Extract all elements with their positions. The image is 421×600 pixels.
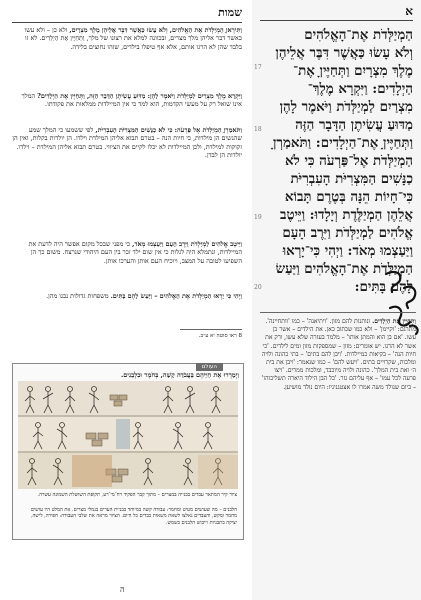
torah-verse-text [258,26,413,296]
commentary-paragraph-1 [12,26,242,51]
verse-number: 20 [254,284,262,291]
verse-line: מִצְרַיִם לַמְיַלְּדֹת וַיֹּאמֶר לָהֶן [279,99,413,115]
footnote-rule [180,329,242,330]
paragraph-lead: וַתִּירֶאןָ הַמְיַלְּדֹת אֶת הָאֱלֹהִים, וְלֹא עָשׂוּ כַּאֲשֶׁר דִּבֶּר אֲלֵיהֶן מֶלֶךְ מִצְרָיִם, [69,26,242,34]
verse-line: כַנָּשִׁים הַמִּצְרִיֹּת הָעִבְרִיֹּת [290,171,413,187]
commentary-paragraph-2 [12,92,242,109]
verse-line: הַמְיַלְּדֹת אֶת־הָאֱלֹהִים [304,27,413,43]
paragraph-lead: וַיְהִי כִּי יָרְאוּ הַמְיַלְּדֹת אֶת הָאֱלֹהִים – וַיַּעַשׂ לָהֶם בָּתִּים. [110,292,242,300]
right-page [252,0,421,600]
commentary-paragraph-4 [12,240,242,265]
paragraph-body: לפי ששמעו כי המלך שמע שהנשים הן מילדות, כי חיות הנה – בטרם תבוא אליהן המילדת וילדו. הן יולדות בקלות, ואין הן זקוקות למילדת, ולכן המיילדות לא יכלו לקיים את הציווי. בטרם תבוא אליהן המילדת – וילדו. יולדות הן לבדן. [12,126,242,160]
figure-caption: ציור קיר המתאר עבדים בבנייה במצרים – מתוך קבר הפקיד רח־מי־רע, תקופת השושלת השמונה עשרה. [37,492,237,498]
verse-number: 18 [254,126,262,133]
paragraph-body: המלך אינו שואל רק על מעשי הקדמות, הוא למד כי אין המיילדות ממלאות את פקודתו. [21,92,242,109]
figure-body: הלבנים – מה שעושים מטיט ומחמר: עבודה קשה במיוחד בבניית הערים בנמלי מצרים. את המלט היו עושים מחמר ומקש, והעבדים נאלצו לשאת משאות כבדים כל היום. הציור מראה את שלבי העבודה: חפירה, לישה, יציקה בתבניות וייבוש הלבנים בשמש. [30,507,237,526]
paragraph-lead: וַתֹּאמַרְןָ הַמְיַלְּדֹת אֶל פַּרְעֹה: כִּי לֹא כַנָּשִׁים הַמִּצְרִיֹּת הָעִבְרִיֹּת, [95,126,242,134]
header-rule [260,20,413,21]
paragraph-body: כי מפני שבכל מקום אפשר היה לדעת את המיילדות, ונתמלא היה לגלות כי אין שום ילד זכר בין העם היהודי שנרצח. משום כך הן השפיעו לטובה על המצב, ויוכיח העם אותן והערכו אותן. [28,240,242,265]
rashi-commentary [260,318,416,392]
figure-box [12,363,244,540]
commentary-rule [260,312,416,313]
figure-tag: העולם [196,363,223,371]
verse-line: כִּי־חָיוֹת הֵנָּה בְּטֶרֶם תָּבוֹא [284,189,413,205]
commentary-paragraph-3 [12,126,242,160]
commentary-lead: וַתְּחַיֶּין אֶת הַיְלָדִים. [372,318,416,325]
commentary-text: ונותנות להם מזון. 'ויתיאנה' – כמו 'וותחיינה'. מתרגם: 'וקיימן' – ולא כמו שכתוב כאן. את הילדים – אשר כן עשו. 'אם בן הוא והמתן אותו' – מלמד בעזרה שלא עשו, ורק את אשר לא הרגו. יש אומרים: מזון – שמספקות מזון ומים לילדים. 'כי חיות הנה' – בקיאות כמיילדות. 'ויבן להם בתים' – בתי כהונה ולויה ומלכות, שקרויים בתים. 'ויעש להם' – כמו שנאמר: 'ויבן את בית ה׳ ואת בית המלך'. כהונה ולויה מיוכבד, ומלכות ממרים. 'ויצו פרעה לכל עמו' – אף עליהם גזר. 'כל הבן הילוד היארה תשליכוהו' – ביום שנולד משה אמרו לו אצטגניניו: היום נולד מושיען. [261,318,416,391]
paragraph-lead: וַיֵּיטֶב אֱלֹהִים לַמְיַלְּדֹת וַיִּרֶב הָעָם וַיַּעַצְמוּ מְאֹד, [132,240,242,248]
paragraph-body: ולא כן – ולא עשו כאשר דבר אליהן מלך מצרים, ובכוונה למלא את רצונו של מלך, וַתְּחַיֶּין אֶת הַיְלָדִים. לא זו בלבד שהן לא הרגו אותם, אלא אף טיפלו בילדים, שזהו נחוצים בלידה. [24,26,242,51]
commentary-paragraph-5 [12,292,242,300]
verse-line: הַיְלָדִים: וַיִּקְרָא מֶלֶךְ־ [307,81,413,97]
paragraph-body: משפחות גדולות נבנו מהן. [46,292,109,300]
verse-line: וַיַּעַצְמוּ מְאֹד: וַיְהִי כִּי־יָרְאוּ [282,243,413,259]
verse-line: הַמְיַלְּדֹת אֶל־פַּרְעֹה כִּי לֹא [284,153,413,169]
book-title: שמות [218,6,242,19]
verse-line: מֶלֶךְ מִצְרָיִם וַתְּחַיֶּיןָ אֶת־ [292,63,413,79]
verse-line: אֲלֵהֶן הַמְיַלֶּדֶת וְיָלָדוּ: וַיֵּיטֶב [280,207,413,223]
verse-number: 17 [254,64,262,71]
verse-line: לָהֶם בָּתִּים: [354,279,413,295]
page-number: ה [120,585,125,594]
verse-line: מַדּוּעַ עֲשִׂיתֶן הַדָּבָר הַזֶּה [295,117,413,133]
verse-line: וַתְּחַיֶּיןָ אֶת־הַיְלָדִים: וַתֹּאמַרְןָ [272,135,413,151]
left-running-head [12,6,242,22]
paragraph-lead: וַיִּקְרָא מֶלֶךְ מִצְרַיִם לַמְיַלְּדֹת וַיֹּאמֶר לָהֶן: מַדּוּעַ עֲשִׂיתֶן הַדָּבָר הַזֶּה, וַתְּחַיֶּין אֶת הַיְלָדִים? [37,92,242,100]
footnote-text: ראו סוטה יא ע״ב. [198,333,237,339]
chapter-letter: א [405,4,413,18]
verse-number: 19 [254,214,262,221]
verse-line: אֱלֹהִים לַמְיַלְּדֹת וַיִּרֶב הָעָם [282,225,413,241]
wall-painting-image [18,381,238,489]
figure-title: וַיְמָרְרוּ אֶת חַיֵּיהֶם בַּעֲבֹדָה קָשָׁה, בְּחֹמֶר וּבִלְבֵנִים. [120,371,239,379]
header-rule [12,22,242,23]
verse-line: הַמְיַלְּדֹת אֶת־הָאֱלֹהִים וַיַּעַשׂ [275,261,413,277]
footnote [12,333,242,340]
footnote-marker: 8 [238,333,242,339]
verse-line: וְלֹא עָשׂוּ כַּאֲשֶׁר דִּבֶּר אֲלֵיהֶן [275,45,413,61]
